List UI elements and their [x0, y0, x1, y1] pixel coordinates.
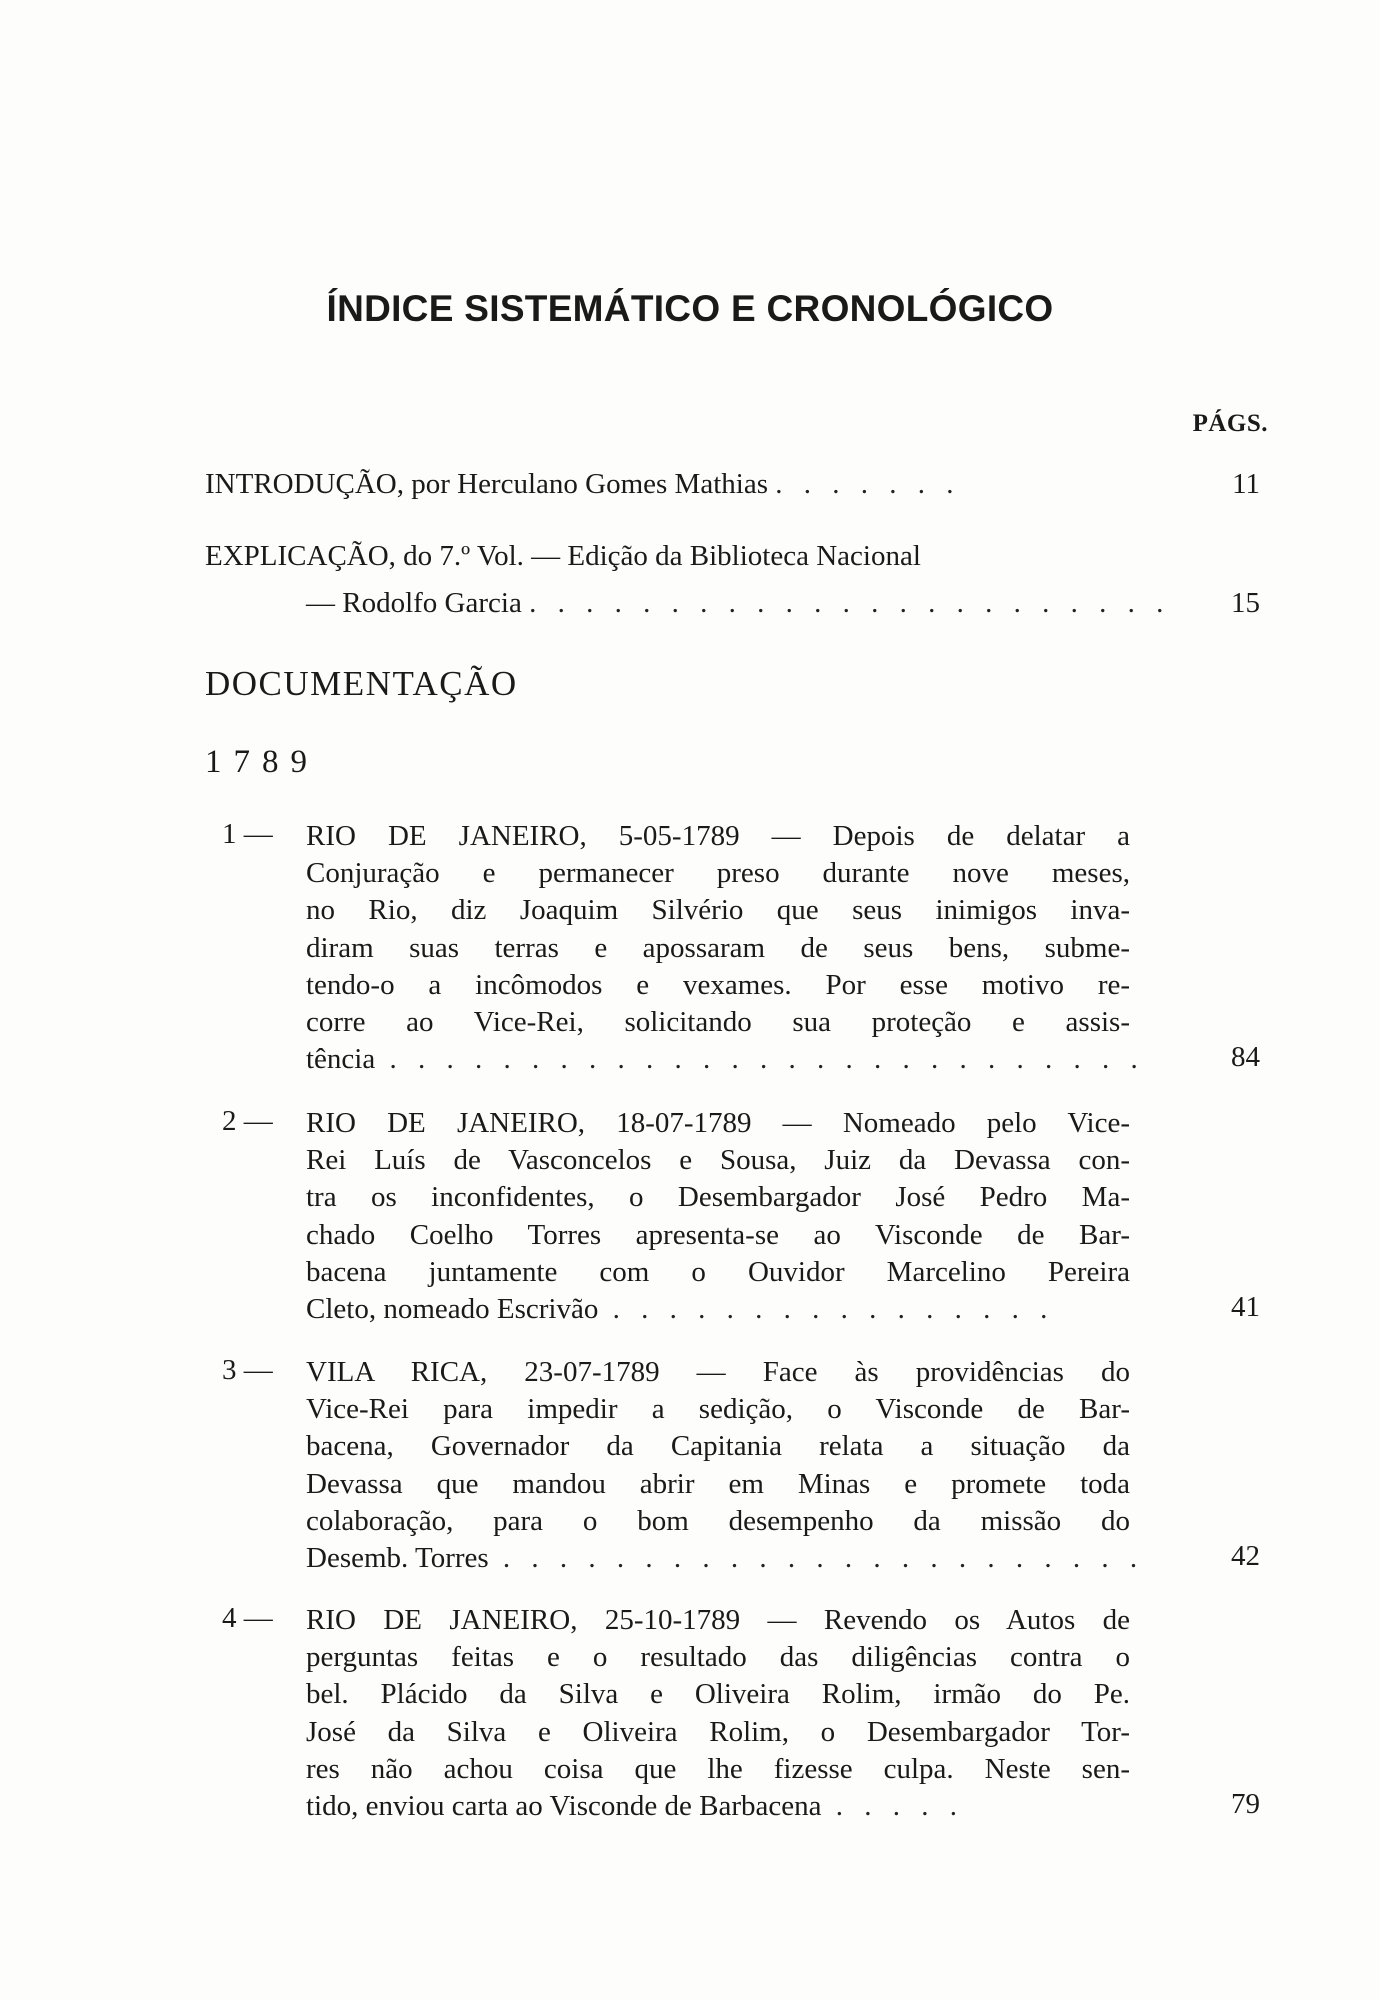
summary-line: Vice-Rei para impedir a sedição, o Visconde de Bar- — [306, 1393, 1130, 1426]
document-summary — [306, 1105, 1130, 1328]
section-title: DOCUMENTAÇÃO — [205, 664, 518, 703]
document-number: 3 — — [222, 1354, 273, 1386]
summary-line: VILA RICA, 23-07-1789 — Face às providências do — [306, 1356, 1130, 1388]
year-heading: 1789 — [205, 744, 319, 780]
entry-text-line: INTRODUÇÃO, por Herculano Gomes Mathias — [205, 468, 768, 500]
summary-line: bel. Plácido da Silva e Oliveira Rolim, irmão do Pe. — [306, 1678, 1130, 1711]
summary-line: chado Coelho Torres apresenta-se ao Visconde de Bar- — [306, 1218, 1130, 1251]
summary-last-line — [306, 1540, 1145, 1577]
entry-text-line: — Rodolfo Garcia — [306, 587, 522, 619]
document-number: 1 — — [222, 818, 273, 850]
summary-line: tência — [306, 1043, 376, 1076]
document-number-value: 1 — [222, 818, 237, 850]
summary-last-line — [306, 1291, 1130, 1328]
dot-leader: . . . . . — [821, 1789, 964, 1822]
page-number: 42 — [1231, 1540, 1260, 1572]
page-number: 11 — [1232, 468, 1260, 500]
summary-line: colaboração, para o bom desempenho da missão do — [306, 1504, 1130, 1537]
summary-line: RIO DE JANEIRO, 5-05-1789 — Depois de delatar a — [306, 820, 1130, 852]
dot-leader: . . . . . . . . . . . . . . . . . . . . . . . . . . . — [375, 1043, 1145, 1076]
summary-last-line — [306, 1041, 1145, 1078]
page-title: ÍNDICE SISTEMÁTICO E CRONOLÓGICO — [326, 288, 1054, 329]
pages-column-header: PÁGS. — [1192, 410, 1268, 437]
document-number-value: 4 — [222, 1602, 237, 1634]
summary-line: Rei Luís de Vasconcelos e Sousa, Juiz da Devassa con- — [306, 1144, 1130, 1177]
entry-text-line: EXPLICAÇÃO, do 7.º Vol. — Edição da Biblioteca Nacional — [205, 540, 921, 572]
document-number: 2 — — [222, 1105, 273, 1137]
summary-line: tendo-o a incômodos e vexames. Por esse motivo re- — [306, 968, 1130, 1001]
summary-line: tra os inconfidentes, o Desembargador José Pedro Ma- — [306, 1181, 1130, 1214]
page-number: 15 — [1231, 587, 1260, 619]
dot-leader: . . . . . . . — [775, 468, 961, 500]
document-number-value: 3 — [222, 1354, 237, 1386]
entry-text — [205, 468, 960, 501]
summary-line: Devassa que mandou abrir em Minas e promete toda — [306, 1467, 1130, 1500]
summary-last-line — [306, 1788, 1130, 1825]
summary-line: corre ao Vice-Rei, solicitando sua proteção e assis- — [306, 1005, 1130, 1038]
summary-line: Desemb. Torres — [306, 1541, 489, 1574]
summary-line: res não achou coisa que lhe fizesse culpa. Neste sen- — [306, 1752, 1130, 1785]
entry-text — [306, 587, 1170, 620]
dot-leader: . . . . . . . . . . . . . . . . . . . . . . . — [488, 1541, 1145, 1574]
summary-line: bacena juntamente com o Ouvidor Marcelino Pereira — [306, 1255, 1130, 1288]
dot-leader: . . . . . . . . . . . . . . . . . . . . . . . — [529, 587, 1171, 619]
summary-line: Conjuração e permanecer preso durante nove meses, — [306, 857, 1130, 890]
document-summary — [306, 1602, 1130, 1825]
summary-line: RIO DE JANEIRO, 18-07-1789 — Nomeado pelo Vice- — [306, 1107, 1130, 1139]
document-summary — [306, 1354, 1145, 1577]
document-summary — [306, 818, 1145, 1078]
page-number: 41 — [1231, 1291, 1260, 1323]
dot-leader: . . . . . . . . . . . . . . . . — [598, 1292, 1055, 1325]
summary-line: Cleto, nomeado Escrivão — [306, 1292, 599, 1325]
document-number: 4 — — [222, 1602, 273, 1634]
summary-line: tido, enviou carta ao Visconde de Barbacena — [306, 1789, 822, 1822]
summary-line: bacena, Governador da Capitania relata a situação da — [306, 1430, 1130, 1463]
summary-line: diram suas terras e apossaram de seus bens, subme- — [306, 931, 1130, 964]
summary-line: RIO DE JANEIRO, 25-10-1789 — Revendo os Autos de — [306, 1604, 1130, 1636]
summary-line: José da Silva e Oliveira Rolim, o Desembargador Tor- — [306, 1715, 1130, 1748]
page-number: 79 — [1231, 1788, 1260, 1820]
page-number: 84 — [1231, 1041, 1260, 1073]
document-number-value: 2 — [222, 1105, 237, 1137]
summary-line: perguntas feitas e o resultado das diligências contra o — [306, 1641, 1130, 1674]
summary-line: no Rio, diz Joaquim Silvério que seus inimigos inva- — [306, 894, 1130, 927]
